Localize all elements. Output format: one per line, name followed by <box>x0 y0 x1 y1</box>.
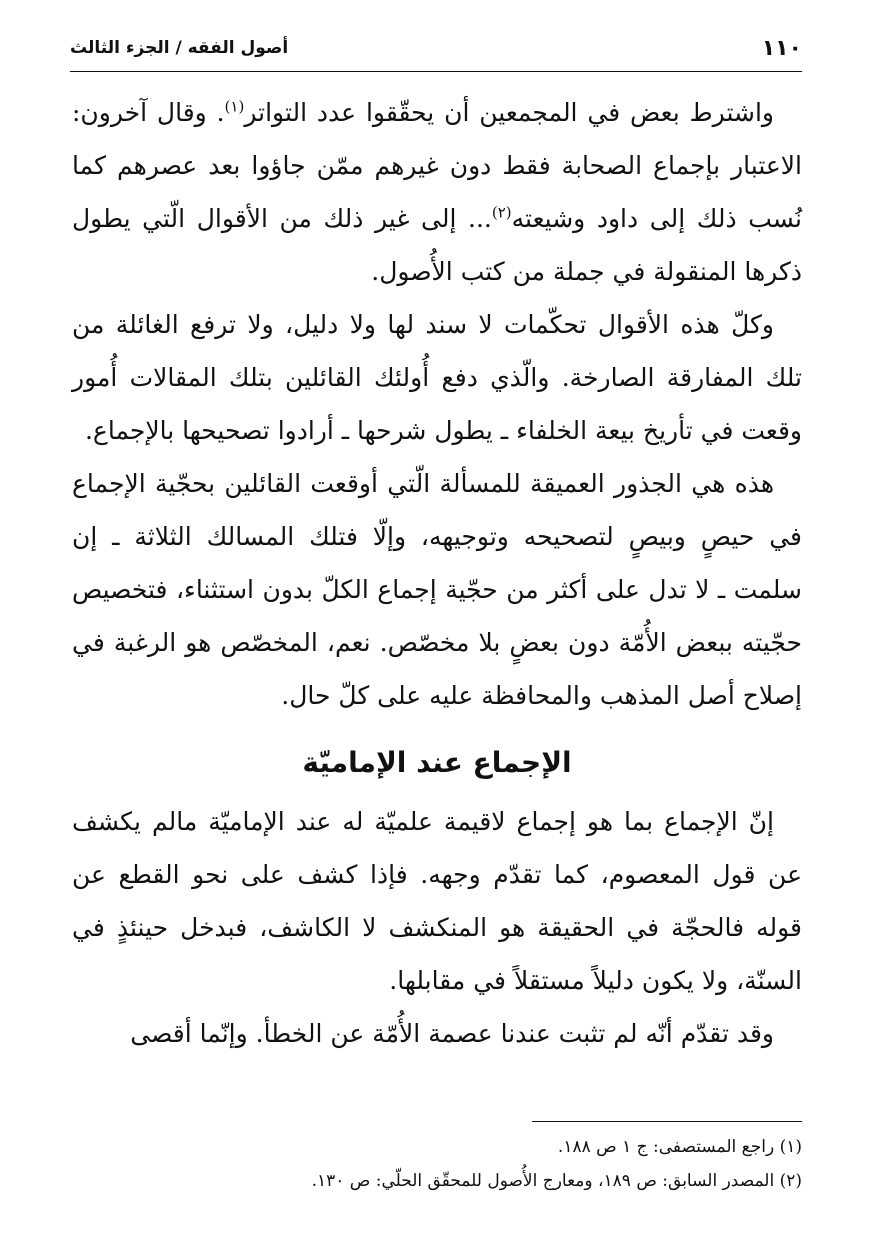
page-number: ١١٠ <box>761 35 802 61</box>
paragraph-4: إنّ الإجماع بما هو إجماع لاقيمة علميّة له عند الإماميّة مالم يكشف عن قول المعصوم، كما تقدّم وجهه. فإذا كشف على نحو القطع عن قوله فالحجّة في الحقيقة هو المنكشف لا الكاشف، فبدخل حينئذٍ في السنّة، ولا يكون دليلاً مستقلاً في مقابلها. <box>72 807 802 995</box>
footnote-ref-2: (٢) <box>491 203 512 222</box>
footnotes <box>72 1130 802 1198</box>
running-title: أصول الفقه / الجزء الثالث <box>70 38 289 58</box>
page-header <box>70 28 802 68</box>
paragraph-5: وقد تقدّم أنّه لم تثبت عندنا عصمة الأُمّة عن الخطأ. وإنّما أقصى <box>130 1019 774 1048</box>
paragraph-1 <box>72 86 802 298</box>
footnote-ref-1: (١) <box>224 97 245 116</box>
footnote-2: (٢) المصدر السابق: ص ١٨٩، ومعارج الأُصول للمحقّق الحلّي: ص ١٣٠. <box>311 1171 802 1191</box>
footnote-1: (١) راجع المستصفى: ج ١ ص ١٨٨. <box>557 1137 802 1157</box>
paragraph-3: هذه هي الجذور العميقة للمسألة الّتي أوقعت القائلين بحجّية الإجماع في حيصٍ وبيصٍ لتصحيحه وتوجيهه، وإلّا فتلك المسالك الثلاثة ـ إن سلمت ـ لا تدل على أكثر من حجّية إجماع الكلّ بدون استثناء، فتخصيص حجّيته ببعض الأُمّة دون بعضٍ بلا مخصّص. نعم، المخصّص هو الرغبة في إصلاح أصل المذهب والمحافظة عليه على كلّ حال. <box>72 469 802 710</box>
footnote-divider <box>532 1121 802 1122</box>
paragraph-1-tail: . وقال آخرون: <box>72 98 225 127</box>
header-divider <box>70 71 802 72</box>
paragraph-2-tail: ... إلى غير ذلك من الأقوال الّتي يطول ذكرها المنقولة في جملة من كتب الأُصول. <box>72 204 802 286</box>
main-text <box>72 86 802 1060</box>
section-heading: الإجماع عند الإماميّة <box>302 746 572 779</box>
paragraph-2-text: الاعتبار بإجماع الصحابة فقط دون غيرهم ممّن جاؤوا بعد عصرهم كما نُسب ذلك إلى داود وشيعته <box>72 151 802 233</box>
paragraph-2: وكلّ هذه الأقوال تحكّمات لا سند لها ولا دليل، ولا ترفع الغائلة من تلك المفارقة الصارخة. والّذي دفع أُولئك القائلين بتلك المقالات أُمور وقعت في تأريخ بيعة الخلفاء ـ يطول شرحها ـ أرادوا تصحيحها بالإجماع. <box>72 310 802 445</box>
paragraph-1-text: واشترط بعض في المجمعين أن يحقّقوا عدد التواتر <box>244 98 774 127</box>
